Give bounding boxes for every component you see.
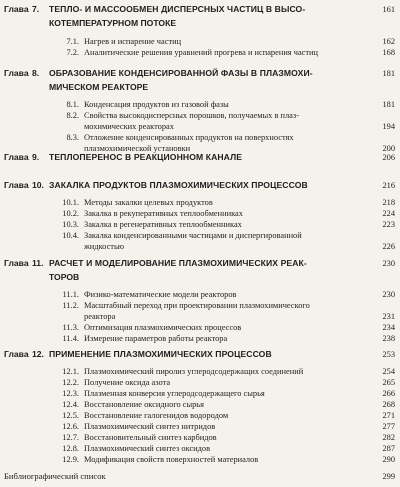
section-entry bbox=[0, 230, 400, 241]
section-entry bbox=[0, 322, 400, 333]
chapter-title-line: КОТЕМПЕРАТУРНОМ ПОТОКЕ bbox=[49, 18, 177, 28]
section-page-number: 231 bbox=[382, 312, 395, 321]
chapter-title-line: МИЧЕСКОМ РЕАКТОРЕ bbox=[49, 82, 149, 92]
section-entry bbox=[0, 443, 400, 454]
chapter-label: Глава bbox=[4, 4, 29, 14]
chapter-number: 12. bbox=[32, 349, 44, 359]
section-page-number: 223 bbox=[382, 220, 395, 229]
chapter-page-number: 216 bbox=[382, 181, 395, 190]
chapter-page-number: 161 bbox=[382, 5, 395, 14]
section-page-number: 277 bbox=[382, 422, 395, 431]
section-title: Закалка в рекуперативных теплообменниках bbox=[84, 209, 243, 218]
chapter-title-line: ТОРОВ bbox=[49, 272, 80, 282]
section-title: Плазменная конверсия углеродсодержащего сырья bbox=[84, 389, 265, 398]
chapter-page-number: 230 bbox=[382, 259, 395, 268]
chapter-label: Глава bbox=[4, 258, 29, 268]
section-page-number: 265 bbox=[382, 378, 395, 387]
section-entry bbox=[0, 333, 400, 344]
section-page-number: 168 bbox=[382, 48, 395, 57]
section-number: 11.4. bbox=[62, 334, 79, 343]
section-number: 12.7. bbox=[62, 433, 79, 442]
section-title: Получение оксида азота bbox=[84, 378, 171, 387]
section-title: Масштабный переход при проектировании плазмохимического bbox=[84, 301, 310, 310]
section-entry bbox=[0, 454, 400, 465]
section-number: 12.1. bbox=[62, 367, 79, 376]
section-number: 7.2. bbox=[66, 48, 79, 57]
section-number: 12.4. bbox=[62, 400, 79, 409]
chapter-heading bbox=[0, 68, 400, 79]
section-title: Физико-математические модели реакторов bbox=[84, 290, 237, 299]
chapter-number: 7. bbox=[32, 4, 40, 14]
section-number: 10.1. bbox=[62, 198, 79, 207]
bibliography-page-number: 299 bbox=[382, 472, 395, 481]
section-page-number: 266 bbox=[382, 389, 395, 398]
section-title: Нагрев и испарение частиц bbox=[84, 37, 182, 46]
section-entry bbox=[0, 47, 400, 58]
section-page-row bbox=[0, 121, 400, 132]
section-page-number: 162 bbox=[382, 37, 395, 46]
section-title: Восстановительный синтез карбидов bbox=[84, 433, 217, 442]
chapter-title-continuation bbox=[0, 272, 400, 283]
section-page-number: 181 bbox=[382, 100, 395, 109]
section-entry bbox=[0, 421, 400, 432]
section-number: 12.8. bbox=[62, 444, 79, 453]
section-entry bbox=[0, 132, 400, 143]
section-entry bbox=[0, 377, 400, 388]
section-title-continuation: мохимических реакторах bbox=[84, 122, 174, 131]
chapter-number: 8. bbox=[32, 68, 40, 78]
section-number: 12.5. bbox=[62, 411, 79, 420]
chapter-heading bbox=[0, 4, 400, 15]
section-number: 10.3. bbox=[62, 220, 79, 229]
chapter-label: Глава bbox=[4, 180, 29, 190]
section-entry bbox=[0, 366, 400, 377]
section-entry bbox=[0, 208, 400, 219]
section-title-continuation: жидкостью bbox=[84, 242, 125, 251]
section-number: 11.2. bbox=[62, 301, 79, 310]
chapter-title: РАСЧЕТ И МОДЕЛИРОВАНИЕ ПЛАЗМОХИМИЧЕСКИХ РЕАК- bbox=[49, 258, 307, 268]
chapter-title: ТЕПЛО- И МАССООБМЕН ДИСПЕРСНЫХ ЧАСТИЦ В ВЫСО- bbox=[49, 4, 306, 14]
section-page-number: 290 bbox=[382, 455, 395, 464]
section-number: 12.6. bbox=[62, 422, 79, 431]
section-entry bbox=[0, 36, 400, 47]
section-number: 10.4. bbox=[62, 231, 79, 240]
chapter-number: 11. bbox=[32, 258, 44, 268]
section-title: Аналитические решения уравнений прогрева и испарения частиц bbox=[84, 48, 319, 57]
bibliography-entry bbox=[0, 471, 400, 482]
section-page-number: 234 bbox=[382, 323, 395, 332]
section-number: 11.3. bbox=[62, 323, 79, 332]
section-title: Методы закалки целевых продуктов bbox=[84, 198, 213, 207]
section-number: 11.1. bbox=[62, 290, 79, 299]
chapter-heading bbox=[0, 180, 400, 191]
section-number: 12.2. bbox=[62, 378, 79, 387]
chapter-number: 9. bbox=[32, 152, 40, 162]
section-entry bbox=[0, 219, 400, 230]
section-page-number: 271 bbox=[382, 411, 395, 420]
chapter-label: Глава bbox=[4, 349, 29, 359]
chapter-label: Глава bbox=[4, 152, 29, 162]
section-number: 8.3. bbox=[66, 133, 79, 142]
section-title-continuation: реактора bbox=[84, 312, 116, 321]
chapter-title-continuation bbox=[0, 18, 400, 29]
section-page-number: 268 bbox=[382, 400, 395, 409]
section-title: Свойства высокодисперсных порошков, получаемых в плаз- bbox=[84, 111, 299, 120]
section-number: 7.1. bbox=[66, 37, 79, 46]
section-page-row bbox=[0, 241, 400, 252]
chapter-heading bbox=[0, 258, 400, 269]
section-page-number: 200 bbox=[382, 144, 395, 153]
section-page-number: 282 bbox=[382, 433, 395, 442]
section-page-number: 230 bbox=[382, 290, 395, 299]
section-title-continuation: плазмохимической установки bbox=[84, 144, 191, 153]
section-title: Закалка конденсированными частицами и диспергированной bbox=[84, 231, 302, 240]
chapter-title-continuation bbox=[0, 82, 400, 93]
chapter-page-number: 181 bbox=[382, 69, 395, 78]
section-number: 12.3. bbox=[62, 389, 79, 398]
section-title: Конденсация продуктов из газовой фазы bbox=[84, 100, 229, 109]
section-entry bbox=[0, 399, 400, 410]
section-page-number: 226 bbox=[382, 242, 395, 251]
section-page-row bbox=[0, 311, 400, 322]
section-entry bbox=[0, 388, 400, 399]
chapter-title: ПРИМЕНЕНИЕ ПЛАЗМОХИМИЧЕСКИХ ПРОЦЕССОВ bbox=[49, 349, 272, 359]
chapter-label: Глава bbox=[4, 68, 29, 78]
section-page-number: 238 bbox=[382, 334, 395, 343]
section-number: 8.2. bbox=[66, 111, 79, 120]
section-entry bbox=[0, 197, 400, 208]
section-page-number: 194 bbox=[382, 122, 395, 131]
section-title: Оптимизация плазмохимических процессов bbox=[84, 323, 242, 332]
section-page-number: 224 bbox=[382, 209, 395, 218]
section-entry bbox=[0, 99, 400, 110]
bibliography-label: Библиографический список bbox=[4, 471, 106, 481]
section-number: 12.9. bbox=[62, 455, 79, 464]
section-entry bbox=[0, 110, 400, 121]
section-page-number: 287 bbox=[382, 444, 395, 453]
section-title: Плазмохимический синтез оксидов bbox=[84, 444, 211, 453]
chapter-title: ОБРАЗОВАНИЕ КОНДЕНСИРОВАННОЙ ФАЗЫ В ПЛАЗМОХИ- bbox=[49, 68, 313, 78]
section-title: Плазмохимический синтез нитридов bbox=[84, 422, 216, 431]
chapter-title: ЗАКАЛКА ПРОДУКТОВ ПЛАЗМОХИМИЧЕСКИХ ПРОЦЕССОВ bbox=[49, 180, 308, 190]
section-number: 10.2. bbox=[62, 209, 79, 218]
chapter-heading bbox=[0, 349, 400, 360]
section-title: Закалка в регенеративных теплообменниках bbox=[84, 220, 242, 229]
chapter-heading bbox=[0, 152, 400, 163]
section-entry bbox=[0, 410, 400, 421]
section-title: Плазмохимический пиролиз углеродсодержащих соединений bbox=[84, 367, 304, 376]
section-entry bbox=[0, 289, 400, 300]
section-title: Измерение параметров работы реактора bbox=[84, 334, 228, 343]
section-page-number: 218 bbox=[382, 198, 395, 207]
section-title: Модификация свойств поверхностей материалов bbox=[84, 455, 259, 464]
chapter-page-number: 253 bbox=[382, 350, 395, 359]
section-title: Восстановление оксидного сырья bbox=[84, 400, 204, 409]
section-page-number: 254 bbox=[382, 367, 395, 376]
section-title: Отложение конденсированных продуктов на поверхностях bbox=[84, 133, 294, 142]
section-title: Восстановление галогенидов водородом bbox=[84, 411, 229, 420]
section-number: 8.1. bbox=[66, 100, 79, 109]
chapter-page-number: 206 bbox=[382, 153, 395, 162]
section-entry bbox=[0, 300, 400, 311]
section-entry bbox=[0, 432, 400, 443]
chapter-number: 10. bbox=[32, 180, 44, 190]
chapter-title: ТЕПЛОПЕРЕНОС В РЕАКЦИОННОМ КАНАЛЕ bbox=[49, 152, 243, 162]
